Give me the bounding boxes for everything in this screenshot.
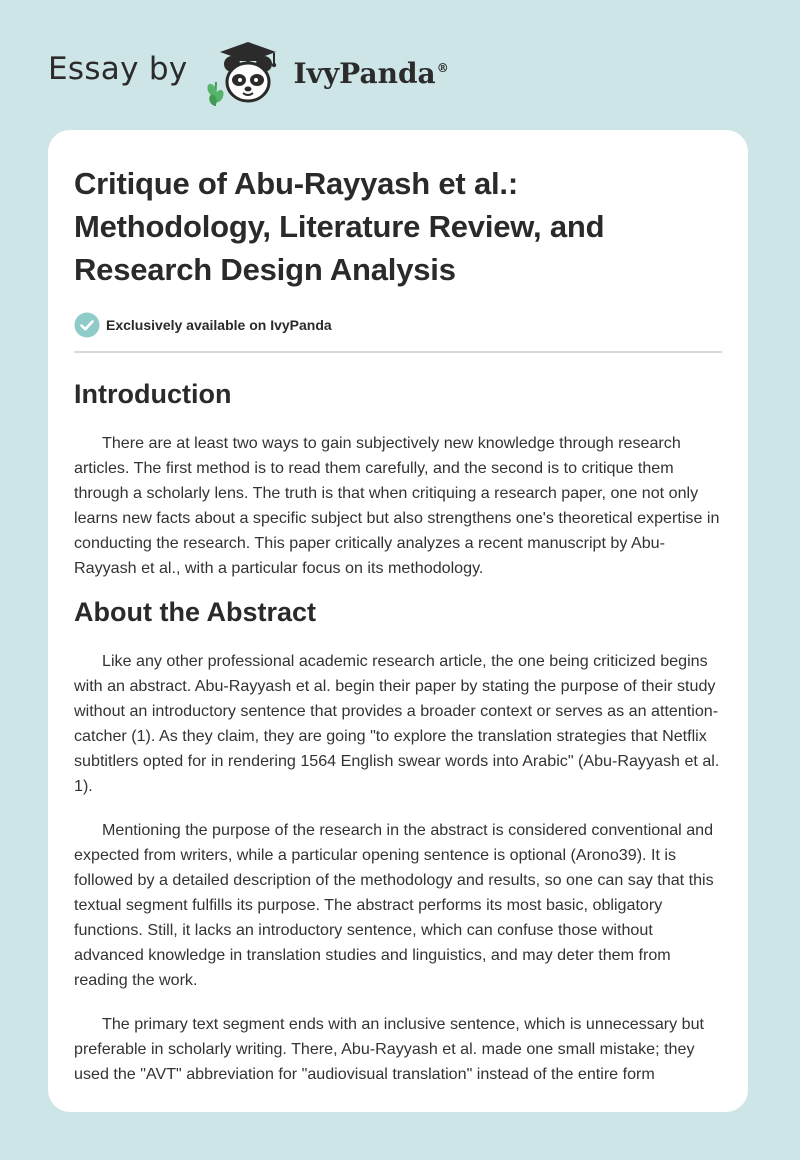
panda-graduate-icon[interactable] — [202, 36, 292, 108]
brand-name-text: IvyPanda — [293, 56, 436, 90]
paragraph: There are at least two ways to gain subjectively new knowledge through research articles. The first method is to read them carefully, and the second is to critique them through a scholarly lens. The truth is that when critiquing a research paper, one not only learns new facts about a specific subject but also strengthens one's theoretical expertise in conducting the research. This paper critically analyzes a recent manuscript by Abu-Rayyash et al., with a particular focus on its methodology. — [74, 434, 720, 577]
site-header — [48, 36, 449, 108]
brand-name — [294, 57, 449, 90]
exclusive-badge — [74, 312, 722, 338]
article-card — [48, 130, 748, 1112]
divider — [74, 351, 722, 353]
brand-prefix: Essay by — [48, 51, 188, 87]
section-heading-abstract: About the Abstract — [74, 597, 316, 627]
check-circle-icon — [74, 312, 100, 338]
registered-mark: ® — [436, 61, 449, 76]
article-title: Critique of Abu-Rayyash et al.: Methodology, Literature Review, and Research Design Analysis — [74, 166, 605, 287]
section-heading-introduction: Introduction — [74, 379, 232, 409]
exclusive-label: Exclusively available on IvyPanda — [106, 317, 332, 333]
paragraph: The primary text segment ends with an inclusive sentence, which is unnecessary but preferable in scholarly writing. There, Abu-Rayyash et al. made one small mistake; they used the "AVT" abbreviation for "audiovisual translation" instead of the entire form — [74, 1015, 705, 1083]
paragraph: Mentioning the purpose of the research in the abstract is considered conventional and expected from writers, while a particular opening sentence is optional (Arono39). It is followed by a detailed description of the methodology and results, so one can say that this textual segment fulfills its purpose. The abstract performs its most basic, obligatory functions. Still, it lacks an introductory sentence, which can confuse those without advanced knowledge in translation studies and linguistics, and may deter them from reading the work. — [74, 821, 714, 989]
paragraph: Like any other professional academic research article, the one being criticized begins with an abstract. Abu-Rayyash et al. begin their paper by stating the purpose of their study without an introductory sentence that provides a broader context or serves as an attention-catcher (1). As they claim, they are going "to explore the translation strategies that Netflix subtitlers opted for in rendering 1564 English swear words into Arabic" (Abu-Rayyash et al. 1). — [74, 652, 720, 795]
